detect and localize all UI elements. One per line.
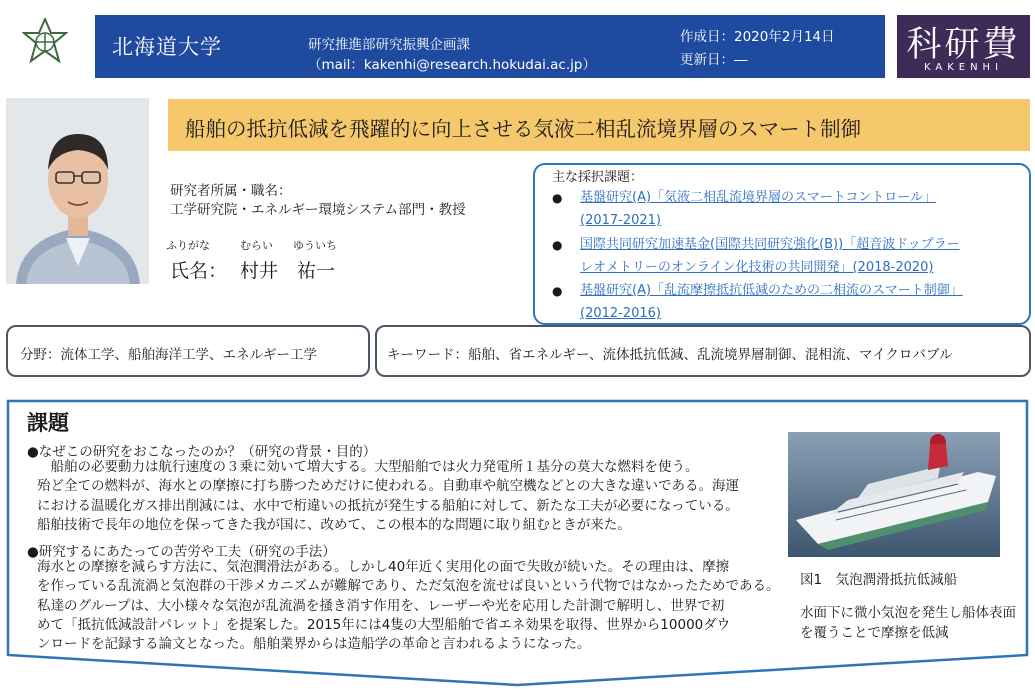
body-line: を作っている乱流渦と気泡群の干渉メカニズムが難解であり、ただ気泡を流せば良いという代物ではなかったためである。 (37, 578, 780, 594)
contact-mail[interactable]: （mail：kakenhi@research.hokudai.ac.jp） (308, 57, 596, 73)
project-link[interactable]: 基盤研究(A)「乱流摩擦抵抗低減のための二相流のスマート制御」 (580, 283, 963, 298)
university-emblem-icon (22, 18, 68, 64)
project-bullet: ● (552, 238, 563, 252)
kakenhi-logo (897, 15, 1030, 78)
name-label: 氏名： (170, 260, 228, 282)
body-line: 船舶技術で長年の地位を保ってきた我が国に、改めて、この根本的な問題に取り組むときが来た。 (37, 517, 631, 533)
updated-date: 更新日：― (680, 52, 748, 68)
project-link[interactable]: (2012-2016) (580, 306, 662, 321)
body-line: 殆ど全ての燃料が、海水との摩擦に打ち勝つためだけに使われる。自動車や航空機などとの大きな違いである。海運 (37, 478, 739, 494)
project-link[interactable]: レオメトリーのオンライン化技術の共同開発」(2018-2020) (580, 260, 934, 275)
furigana-label: ふりがな (166, 239, 210, 252)
body-line: 私達のグループは、大小様々な気泡が乱流渦を掻き消す作用を、レーザーや光を応用した計測で解明し、世界で初 (37, 598, 725, 614)
ship-image (788, 432, 1000, 557)
projects-heading: 主な採択課題： (552, 170, 644, 185)
created-date: 作成日：2020年2月14日 (680, 29, 835, 45)
research-keywords: キーワード：船舶、省エネルギー、流体抵抗低減、乱流境界層制御、混相流、マイクロバブル (387, 347, 953, 363)
researcher-name: 村井 祐一 (240, 260, 336, 282)
body-line: ンロードを記録する論文となった。船舶業界からは造船学の革命と言われるようになった。 (37, 636, 591, 652)
project-link[interactable]: 基盤研究(A)「気液二相乱流境界層のスマートコントロール」 (580, 190, 936, 205)
project-link[interactable]: (2017-2021) (580, 213, 662, 228)
research-field: 分野：流体工学、船舶海洋工学、エネルギー工学 (20, 347, 317, 363)
furigana-surname: むらい (240, 239, 273, 252)
furigana-given-name: ゆういち (293, 239, 337, 252)
question-background: ●なぜこの研究をおこなったのか？（研究の背景・目的） (27, 444, 377, 460)
department-name: 研究推進部研究振興企画課 (308, 37, 470, 53)
project-link[interactable]: 国際共同研究加速基金(国際共同研究強化(B))「超音波ドップラー (580, 237, 960, 252)
project-bullet: ● (552, 191, 563, 205)
affiliation-value: 工学研究院・エネルギー環境システム部門・教授 (170, 202, 466, 218)
figure-caption: 図1 気泡潤滑抵抗低減船 (800, 572, 958, 588)
page-title: 船舶の抵抗低減を飛躍的に向上させる気液二相乱流境界層のスマート制御 (185, 117, 862, 141)
project-bullet: ● (552, 284, 563, 298)
body-line: 船舶の必要動力は航行速度の３乗に効いて増大する。大型船舶では火力発電所１基分の莫大な燃料を使う。 (37, 459, 699, 475)
kadai-heading: 課題 (27, 411, 69, 435)
question-method: ●研究するにあたっての苦労や工夫（研究の手法） (27, 544, 336, 560)
figure-description: 水面下に微小気泡を発生し船体表面を覆うことで摩擦を低減 (800, 605, 1016, 641)
affiliation-label: 研究者所属・職名： (170, 183, 292, 199)
kakenhi-logo-roman: KAKENHI (923, 62, 1004, 73)
body-line: 海水との摩擦を減らす方法に、気泡潤滑法がある。しかし40年近く実用化の面で失敗が続いた。その理由は、摩擦 (37, 559, 730, 575)
researcher-photo (6, 98, 149, 284)
kakenhi-logo-kanji: 科研費 (906, 25, 1021, 65)
body-line: における温暖化ガス排出削減には、水中で桁違いの抵抗が発生する船舶に対して、新たな工夫が必要になっている。 (37, 498, 739, 514)
body-line: めて「抵抗低減設計パレット」を提案した。2015年には4隻の大型船舶で省エネ効果を取得、世界から10000ダウ (37, 617, 731, 633)
university-name: 北海道大学 (112, 35, 222, 59)
